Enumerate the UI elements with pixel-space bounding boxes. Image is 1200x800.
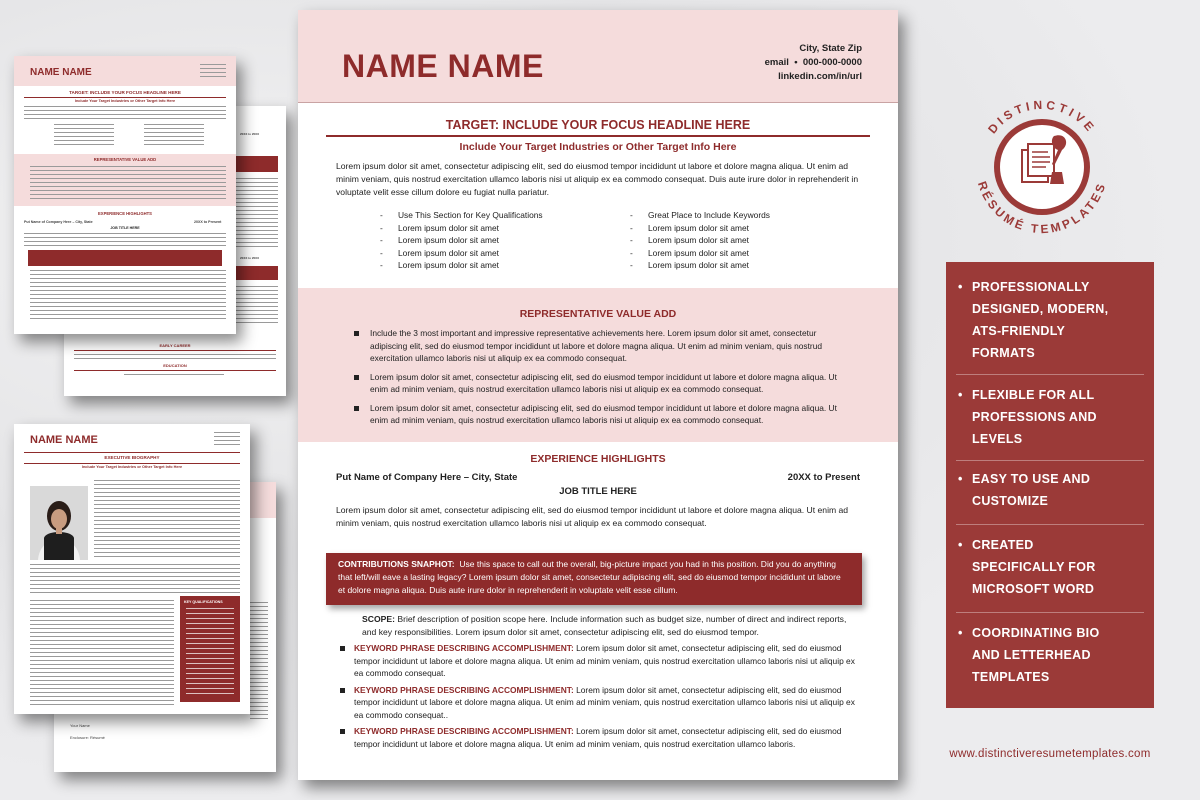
resume-thumbnail bbox=[14, 56, 236, 334]
contact-linkedin: linkedin.com/in/url bbox=[778, 71, 862, 82]
resume-contact bbox=[765, 42, 862, 84]
company-line: Put Name of Company Here – City, State bbox=[336, 472, 518, 483]
thumb-experience: EXPERIENCE HIGHLIGHTS bbox=[98, 211, 152, 216]
thumb-date: 20XX to Present bbox=[194, 220, 222, 224]
feature-line: SPECIFICALLY FOR bbox=[972, 560, 1096, 574]
thumb-target-subtitle: Include Your Target Industries or Other Target Info Here bbox=[74, 99, 176, 103]
feature-line: CREATED bbox=[972, 538, 1034, 552]
value-add-item: Include the 3 most important and impressive representative achievements here. Lorem ipsum dolor sit amet, consectetur adipiscing elit, sed do eiusmod tempor incididunt ut labore et dolore magna aliqua. Ut enim ad minim veniam, quis nostrud exercitation ullamco laboris nisi ut aliquip ex ea commodo consequat. bbox=[354, 327, 854, 365]
feature-line: EASY TO USE AND bbox=[972, 472, 1091, 486]
feature-bullet: • bbox=[958, 538, 963, 552]
thumb-date-1: 20XX to 20XX bbox=[240, 132, 260, 136]
qualification-item: - Lorem ipsum dolor sit amet bbox=[630, 234, 860, 247]
experience-title: EXPERIENCE HIGHLIGHTS bbox=[530, 453, 666, 465]
target-paragraph: Lorem ipsum dolor sit amet, consectetur adipiscing elit, sed do eiusmod tempor incididunt ut labore et dolore magna aliqua. Ut enim ad minim veniam, quis nostrud exercitation ullamco laboris nisi ut aliquip ex ea commodo consequat. Duis aute irure dolor in reprehenderit in voluptate velit esse cillum dolore eu fugiat nulla pariatur. bbox=[336, 161, 859, 197]
brand-logo-svg bbox=[962, 92, 1122, 242]
thumb-lines-4 bbox=[124, 374, 224, 378]
accomplishment-label: KEYWORD PHRASE DESCRIBING ACCOMPLISHMENT: bbox=[354, 684, 574, 695]
biography-thumbnail bbox=[14, 424, 250, 714]
feature-bullet: • bbox=[958, 388, 963, 402]
headshot-photo bbox=[30, 486, 88, 560]
job-paragraph: Lorem ipsum dolor sit amet, consectetur adipiscing elit, sed do eiusmod tempor incididunt ut labore et dolore magna aliqua. Ut enim ad minim veniam, quis nostrud exercitation ullamco laboris nisi ut aliquip ex ea commodo consequat. bbox=[336, 505, 849, 528]
feature-line: TEMPLATES bbox=[972, 670, 1050, 684]
thumb-redbox-2 bbox=[234, 266, 278, 280]
qualification-item: - Lorem ipsum dolor sit amet bbox=[380, 222, 610, 235]
accomplishment-item bbox=[340, 684, 862, 722]
value-add-title: REPRESENTATIVE VALUE ADD bbox=[519, 308, 677, 320]
thumb-lines bbox=[30, 270, 226, 322]
resume-page bbox=[298, 10, 898, 780]
qualification-item: - Great Place to Include Keywords bbox=[630, 209, 860, 222]
feature-line: FORMATS bbox=[972, 346, 1035, 360]
thumb-company: Put Name of Company Here – City, State bbox=[24, 220, 93, 224]
thumb-lines bbox=[24, 106, 226, 120]
thumb-contact bbox=[214, 432, 240, 446]
accomplishment-label: KEYWORD PHRASE DESCRIBING ACCOMPLISHMENT: bbox=[354, 726, 574, 736]
contributions-snapshot bbox=[326, 553, 862, 605]
contact-email-phone: email • 000-000-0000 bbox=[764, 57, 862, 68]
value-add-item: Lorem ipsum dolor sit amet, consectetur adipiscing elit, sed do eiusmod tempor incididunt ut labore et dolore magna aliqua. Ut enim ad minim veniam, quis nostrud exercitation ullamco laboris nisi ut aliquip ex ea commodo consequat. bbox=[354, 371, 854, 396]
thumb-target-title: TARGET: INCLUDE YOUR FOCUS HEADLINE HERE bbox=[69, 90, 181, 95]
contact-phone: 000-000-0000 bbox=[802, 57, 862, 68]
header-rule bbox=[298, 102, 898, 103]
feature-line: PROFESSIONS AND bbox=[972, 410, 1097, 424]
job-title: JOB TITLE HERE bbox=[559, 486, 637, 497]
value-add-item: Lorem ipsum dolor sit amet, consectetur adipiscing elit, sed do eiusmod tempor incididunt ut labore et dolore magna aliqua. Ut enim ad minim veniam, quis nostrud exercitation ullamco laboris nisi ut aliquip ex ea commodo consequat. bbox=[354, 402, 854, 427]
snapshot-label: CONTRIBUTIONS SNAPHOT: bbox=[338, 559, 455, 569]
thumb-lines bbox=[30, 166, 226, 202]
feature-line: AND LETTERHEAD bbox=[972, 648, 1091, 662]
accomplishment-text: Lorem ipsum dolor sit amet, consectetur adipiscing elit, sed do eiusmod tempor incididunt ut labore et dolore magna aliqua. Ut enim ad minim veniam, quis nostrud exercitation ullamco laboris nisi ut aliquip ex ea commodo consequat. bbox=[354, 643, 855, 678]
thumb-enclosure: Enclosure: Résumé bbox=[70, 735, 105, 740]
thumb-contact bbox=[200, 64, 226, 78]
thumb-date-2: 20XX to 20XX bbox=[240, 256, 260, 260]
thumb-divider bbox=[74, 350, 276, 351]
thumb-lines-2 bbox=[234, 286, 278, 326]
qualifications-right bbox=[630, 209, 860, 272]
scope bbox=[362, 613, 852, 639]
thumb-divider bbox=[24, 452, 240, 453]
feature-line: CUSTOMIZE bbox=[972, 494, 1049, 508]
feature-line: FLEXIBLE FOR ALL bbox=[972, 388, 1095, 402]
resume-name: NAME NAME bbox=[342, 48, 544, 84]
feature-bullet: • bbox=[958, 626, 963, 640]
qualification-item: - Lorem ipsum dolor sit amet bbox=[380, 234, 610, 247]
feature-line: PROFESSIONALLY bbox=[972, 280, 1090, 294]
feature-line: MICROSOFT WORD bbox=[972, 582, 1095, 596]
feature-line: COORDINATING BIO bbox=[972, 626, 1100, 640]
thumb-your-name: Your Name bbox=[70, 723, 90, 728]
thumb-redbox bbox=[234, 156, 278, 172]
qualification-item: - Lorem ipsum dolor sit amet bbox=[380, 247, 610, 260]
logo-top-text: DISTINCTIVE bbox=[985, 97, 1099, 137]
thumb-lines bbox=[94, 480, 240, 560]
thumb-key-qualifications: KEY QUALIFICATIONS bbox=[184, 600, 223, 604]
feature-line: ATS-FRIENDLY bbox=[972, 324, 1066, 338]
qualification-item: - Lorem ipsum dolor sit amet bbox=[630, 247, 860, 260]
thumb-kq-lines bbox=[186, 608, 234, 696]
thumb-name: NAME NAME bbox=[30, 434, 98, 446]
thumb-divider bbox=[24, 463, 240, 464]
target-title: TARGET: INCLUDE YOUR FOCUS HEADLINE HERE bbox=[445, 118, 751, 132]
thumb-bio-subtitle: Include Your Target Industries or Other Target Info Here bbox=[81, 465, 183, 469]
feature-bullet: • bbox=[958, 280, 963, 294]
thumb-early-career: EARLY CAREER bbox=[159, 343, 191, 348]
contact-city: City, State Zip bbox=[799, 43, 862, 54]
qualification-item: - Lorem ipsum dolor sit amet bbox=[630, 259, 860, 272]
target-divider bbox=[326, 135, 870, 137]
thumb-value-add: REPRESENTATIVE VALUE ADD bbox=[93, 157, 157, 162]
scope-label: SCOPE: bbox=[362, 614, 395, 624]
feature-line: LEVELS bbox=[972, 432, 1023, 446]
feature-divider bbox=[956, 460, 1144, 461]
qualification-item: - Lorem ipsum dolor sit amet bbox=[380, 259, 610, 272]
accomplishment-item bbox=[340, 642, 862, 680]
features-panel bbox=[946, 262, 1154, 708]
contact-email: email bbox=[764, 57, 789, 68]
thumb-lines bbox=[144, 124, 204, 148]
qualification-item: - Use This Section for Key Qualifications bbox=[380, 209, 610, 222]
logo-bottom-text: RÉSUMÉ TEMPLATES bbox=[974, 179, 1110, 237]
date-range: 20XX to Present bbox=[787, 472, 860, 483]
thumb-snapshot bbox=[28, 250, 222, 266]
thumb-lines bbox=[30, 564, 240, 596]
thumb-divider-2 bbox=[74, 370, 276, 371]
accomplishment-text: Lorem ipsum dolor sit amet, consectetur adipiscing elit, sed do eiusmod tempor incididunt ut labore et dolore magna aliqua. Ut enim ad minim veniam, quis nostrud exercitation ullamco laboris. bbox=[354, 726, 842, 749]
thumb-lines-3 bbox=[74, 354, 276, 360]
brand-logo bbox=[962, 92, 1122, 242]
scope-text: Brief description of position scope here. Include information such as budget size, number of direct and indirect reports, and key responsibilities. Lorem ipsum dolor sit amet, consectetur adipiscing elit, sed do eiusmod tempor. bbox=[362, 614, 847, 637]
website-url[interactable]: www.distinctiveresumetemplates.com bbox=[949, 748, 1151, 760]
accomplishment-item bbox=[340, 725, 862, 750]
feature-line: DESIGNED, MODERN, bbox=[972, 302, 1109, 316]
thumb-job-title: JOB TITLE HERE bbox=[110, 226, 140, 230]
qualification-item: - Lorem ipsum dolor sit amet bbox=[630, 222, 860, 235]
thumb-name: NAME NAME bbox=[30, 67, 92, 78]
value-add-list bbox=[354, 327, 854, 433]
feature-bullet: • bbox=[958, 472, 963, 486]
accomplishment-text: Lorem ipsum dolor sit amet, consectetur adipiscing elit, sed do eiusmod tempor incididunt ut labore et dolore magna aliqua. Ut enim ad minim veniam, quis nostrud exercitation ullamco laboris nisi ut aliquip ex ea commodo consequat.. bbox=[354, 684, 855, 720]
accomplishments-list bbox=[340, 642, 862, 754]
thumb-divider bbox=[24, 97, 226, 98]
snapshot-text: Use this space to call out the overall, big-picture impact you had in this position. Did you do anything that left/will eave a lasting legacy? Lorem ipsum dolor sit amet, consectetur adipiscing elit, sed do eiusmod tempor incididunt ut labore et dolore magna aliqua. Duis aute irure dolor in reprehenderit in voluptate velit esse cillum. bbox=[338, 559, 841, 595]
thumb-lines bbox=[250, 602, 268, 722]
qualifications-left bbox=[380, 209, 610, 272]
thumb-lines bbox=[24, 233, 226, 247]
thumb-lines bbox=[30, 600, 174, 706]
thumb-lines bbox=[234, 178, 278, 248]
feature-divider bbox=[956, 524, 1144, 525]
target-subtitle: Include Your Target Industries or Other Target Info Here bbox=[459, 141, 737, 153]
feature-divider bbox=[956, 612, 1144, 613]
feature-divider bbox=[956, 374, 1144, 375]
thumb-education: EDUCATION bbox=[163, 363, 187, 368]
thumb-bio-title: EXECUTIVE BIOGRAPHY bbox=[104, 455, 160, 460]
accomplishment-label: KEYWORD PHRASE DESCRIBING ACCOMPLISHMENT: bbox=[354, 643, 574, 653]
thumb-lines bbox=[54, 124, 114, 148]
